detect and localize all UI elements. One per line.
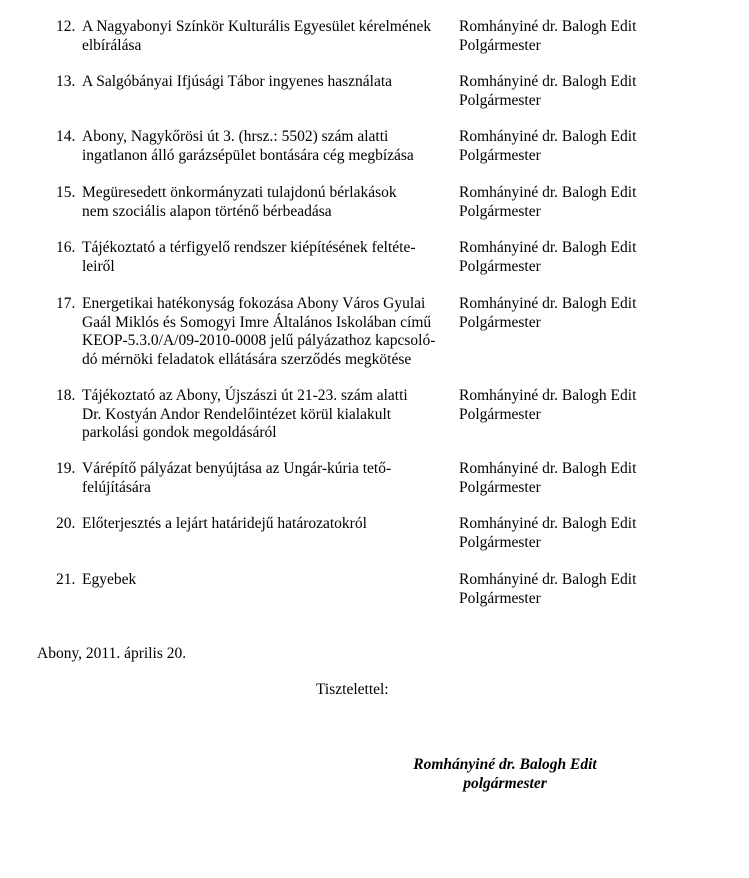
agenda-item-subject xyxy=(82,73,454,92)
agenda-item-number: 21. xyxy=(56,571,76,588)
agenda-item-subject xyxy=(82,239,454,276)
subject-line: parkolási gondok megoldásáról xyxy=(82,424,277,441)
subject-line: dó mérnöki feladatok ellátására szerződés megkötése xyxy=(82,350,412,368)
presenter-name: Romhányiné dr. Balogh Edit xyxy=(459,73,637,90)
subject-line: Energetikai hatékonyság fokozása Abony Város Gyulai xyxy=(82,295,426,312)
subject-line: elbírálása xyxy=(82,36,142,54)
subject-line: Gaál Miklós és Somogyi Imre Általános Iskolában című xyxy=(82,313,432,331)
signature-block xyxy=(400,756,610,793)
subject-line: Előterjesztés a lejárt határidejű határozatokról xyxy=(82,515,367,532)
subject-line: ingatlanon álló garázsépület bontására cég megbízása xyxy=(82,146,414,164)
signature-name: Romhányiné dr. Balogh Edit xyxy=(413,756,597,773)
subject-line: A Salgóbányai Ifjúsági Tábor ingyenes használata xyxy=(82,73,393,90)
subject-line: leiről xyxy=(82,257,115,275)
presenter-title: Polgármester xyxy=(459,146,541,164)
presenter-name: Romhányiné dr. Balogh Edit xyxy=(459,18,637,35)
agenda-item-number: 19. xyxy=(56,460,76,477)
presenter-title: Polgármester xyxy=(459,313,541,331)
presenter-name: Romhányiné dr. Balogh Edit xyxy=(459,515,637,532)
subject-line: Egyebek xyxy=(82,571,137,588)
agenda-item-subject xyxy=(82,515,454,534)
presenter-name: Romhányiné dr. Balogh Edit xyxy=(459,387,637,404)
subject-line: Dr. Kostyán Andor Rendelőintézet körül kialakult xyxy=(82,405,392,423)
agenda-item-presenter xyxy=(459,571,739,608)
presenter-title: Polgármester xyxy=(459,533,541,551)
presenter-name: Romhányiné dr. Balogh Edit xyxy=(459,571,637,588)
presenter-title: Polgármester xyxy=(459,202,541,220)
presenter-name: Romhányiné dr. Balogh Edit xyxy=(459,239,637,256)
agenda-item-number: 16. xyxy=(56,239,76,256)
agenda-item-subject xyxy=(82,128,454,165)
agenda-item-presenter xyxy=(459,128,739,165)
agenda-item-subject xyxy=(82,18,454,55)
subject-line: Megüresedett önkormányzati tulajdonú bérlakások xyxy=(82,184,397,201)
agenda-item-presenter xyxy=(459,73,739,110)
presenter-title: Polgármester xyxy=(459,257,541,275)
agenda-item-number: 17. xyxy=(56,295,76,312)
subject-line: Tájékoztató a térfigyelő rendszer kiépítésének feltéte- xyxy=(82,239,416,256)
subject-line: felújítására xyxy=(82,478,151,496)
presenter-name: Romhányiné dr. Balogh Edit xyxy=(459,295,637,312)
presenter-title: Polgármester xyxy=(459,478,541,496)
agenda-item-presenter xyxy=(459,239,739,276)
agenda-item-presenter xyxy=(459,295,739,332)
agenda-item-subject xyxy=(82,184,454,221)
presenter-name: Romhányiné dr. Balogh Edit xyxy=(459,128,637,145)
place-date: Abony, 2011. április 20. xyxy=(37,645,187,662)
subject-line: Várépítő pályázat benyújtása az Ungár-kúria tető- xyxy=(82,460,392,477)
agenda-item-subject xyxy=(82,387,454,443)
greeting: Tisztelettel: xyxy=(316,681,389,698)
agenda-item-number: 12. xyxy=(56,18,76,35)
subject-line: KEOP-5.3.0/A/09-2010-0008 jelű pályázathoz kapcsoló- xyxy=(82,332,436,349)
agenda-item-number: 13. xyxy=(56,73,76,90)
agenda-item-presenter xyxy=(459,515,739,552)
presenter-title: Polgármester xyxy=(459,589,541,607)
presenter-name: Romhányiné dr. Balogh Edit xyxy=(459,460,637,477)
agenda-item-subject xyxy=(82,295,454,369)
agenda-item-presenter xyxy=(459,184,739,221)
agenda-item-subject xyxy=(82,571,454,590)
agenda-item-presenter xyxy=(459,387,739,424)
agenda-item-presenter xyxy=(459,460,739,497)
presenter-name: Romhányiné dr. Balogh Edit xyxy=(459,184,637,201)
presenter-title: Polgármester xyxy=(459,36,541,54)
agenda-item-number: 14. xyxy=(56,128,76,145)
signature-title: polgármester xyxy=(463,774,547,792)
subject-line: A Nagyabonyi Színkör Kulturális Egyesület kérelmének xyxy=(82,18,432,35)
subject-line: Tájékoztató az Abony, Újszászi út 21-23. szám alatti xyxy=(82,387,408,404)
presenter-title: Polgármester xyxy=(459,405,541,423)
agenda-item-number: 18. xyxy=(56,387,76,404)
agenda-item-number: 15. xyxy=(56,184,76,201)
presenter-title: Polgármester xyxy=(459,91,541,109)
subject-line: nem szociális alapon történő bérbeadása xyxy=(82,202,332,220)
agenda-item-presenter xyxy=(459,18,739,55)
agenda-item-number: 20. xyxy=(56,515,76,532)
agenda-item-subject xyxy=(82,460,454,497)
subject-line: Abony, Nagykőrösi út 3. (hrsz.: 5502) szám alatti xyxy=(82,128,389,145)
